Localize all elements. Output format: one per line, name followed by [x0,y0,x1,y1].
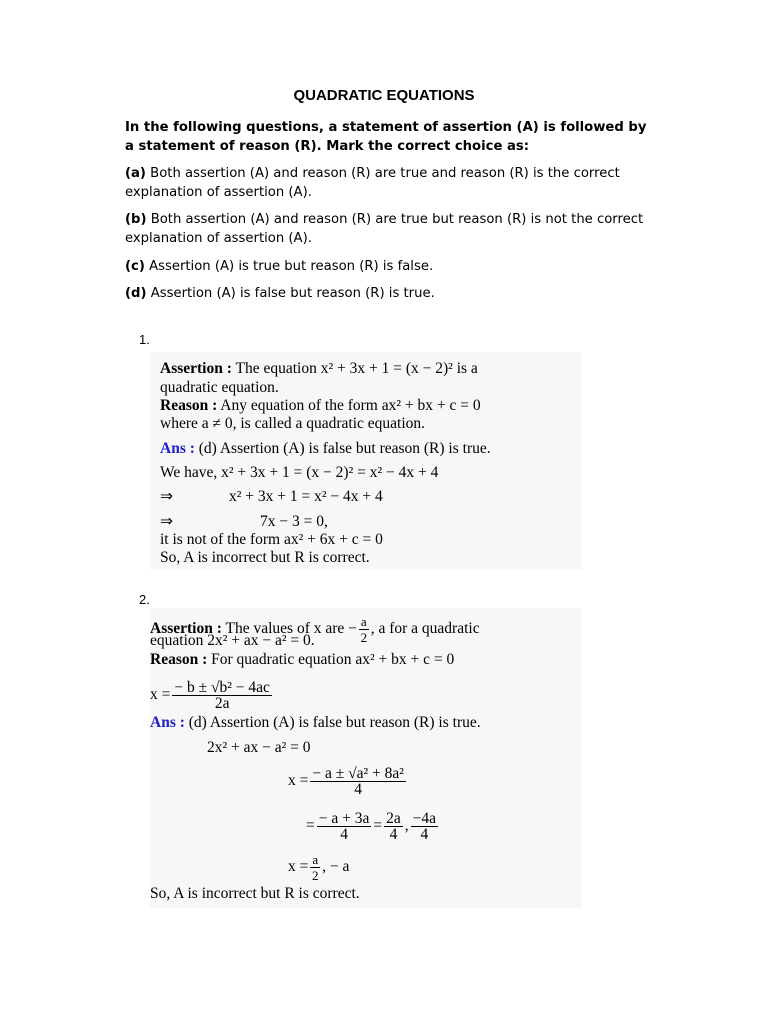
q2-reason: Reason : For quadratic equation ax² + bx + c = 0 [150,651,455,668]
question-2-number: 2. [139,592,150,607]
q2-step-4: x = $\frac{a}{2}$ , − a [288,852,350,883]
q2-step-1: 2x² + ax − a² = 0 [207,739,311,756]
option-a: (a) Both assertion (A) and reason (R) are true and reason (R) is the correct explanation of assertion (A). [125,166,620,200]
q2-conclusion: So, A is incorrect but R is correct. [150,885,360,902]
q2-assertion-line2: equation 2x² + ax − a² = 0. [150,632,315,649]
question-1-image [150,352,582,570]
option-c: (c) Assertion (A) is true but reason (R) is false. [125,259,434,274]
q2-step-3: = $\frac{- a + 3a}{4}$ = $\frac{2a}{4}$ , $\frac{-4a}{4}$ [306,810,437,843]
option-b: (b) Both assertion (A) and reason (R) are true but reason (R) is not the correct explanation of assertion (A). [125,212,644,246]
q1-reason-line2: where a ≠ 0, is called a quadratic equation. [160,415,426,432]
q1-step-3: 7x − 3 = 0, [260,513,328,530]
q2-answer: Ans : (d) Assertion (A) is false but reason (R) is true. [150,714,481,731]
q1-assertion: Assertion : The equation x² + 3x + 1 = (x − 2)² is a [160,360,478,377]
q1-step-4: it is not of the form ax² + 6x + c = 0 [160,531,383,548]
q1-step-1: We have, x² + 3x + 1 = (x − 2)² = x² − 4x + 4 [160,464,439,481]
instructions-heading: In the following questions, a statement of assertion (A) is followed by a statement of reason (R). Mark the correct choice as: [125,120,647,154]
question-1-number: 1. [139,332,150,347]
q1-implies-1: ⇒ [160,488,173,505]
q1-implies-2: ⇒ [160,513,173,530]
q1-answer: Ans : (d) Assertion (A) is false but reason (R) is true. [160,440,491,457]
q1-reason: Reason : Any equation of the form ax² + bx + c = 0 [160,397,481,414]
q1-conclusion: So, A is incorrect but R is correct. [160,549,370,566]
page-title: QUADRATIC EQUATIONS [293,87,475,104]
q2-formula: x = $\frac{\text{− b ± √b² − 4ac}}{2a}$ [150,679,270,712]
option-d: (d) Assertion (A) is false but reason (R) is true. [125,286,435,301]
q2-step-2: x = $\frac{\text{− a ± √a² + 8a²}}{4}$ [288,765,404,798]
q1-step-2: x² + 3x + 1 = x² − 4x + 4 [229,488,383,505]
question-2-image [150,608,582,908]
q1-assertion-line2: quadratic equation. [160,379,279,396]
q2-assertion: Assertion : The values of x are − $\frac{a}{2}$ , a for a quadratic [150,614,480,645]
